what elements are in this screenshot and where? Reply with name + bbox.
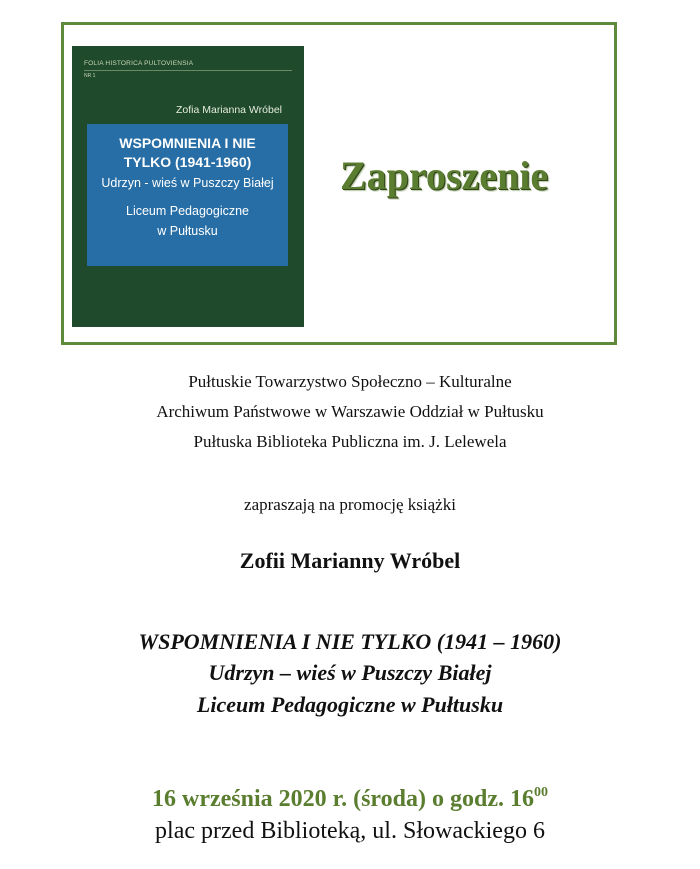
book-cover-image bbox=[72, 46, 304, 327]
cover-author: Zofia Marianna Wróbel bbox=[175, 104, 282, 116]
book-title-line-3: Liceum Pedagogiczne w Pułtusku bbox=[196, 692, 504, 717]
event-date-text: 16 września 2020 r. (środa) o godz. 16 bbox=[152, 786, 534, 812]
event-place: plac przed Biblioteką, ul. Słowackiego 6 bbox=[155, 818, 545, 844]
cover-title-line-1: WSPOMNIENIA I NIE bbox=[119, 135, 256, 151]
event-time-superscript: 00 bbox=[533, 785, 548, 800]
cover-title-line-2: TYLKO (1941-1960) bbox=[123, 154, 252, 170]
organizer-line-2: Archiwum Państwowe w Warszawie Oddział w Pułtusku bbox=[156, 402, 544, 421]
cover-title-box bbox=[87, 124, 288, 266]
cover-subtitle-3: w Pułtusku bbox=[157, 224, 218, 238]
cover-subtitle-1: Udrzyn - wieś w Puszczy Białej bbox=[101, 176, 274, 190]
cover-subtitle-2: Liceum Pedagogiczne bbox=[126, 204, 249, 218]
cover-series-label: FOLIA HISTORICA PULTOVIENSIA bbox=[84, 60, 194, 67]
book-title-line-1: WSPOMNIENIA I NIE TYLKO (1941 – 1960) bbox=[138, 629, 562, 654]
cover-series-number: NR 1 bbox=[84, 73, 96, 79]
invite-text: zapraszają na promocję książki bbox=[244, 495, 456, 514]
organizer-line-1: Pułtuskie Towarzystwo Społeczno – Kulturalne bbox=[188, 372, 512, 391]
invitation-heading: Zaproszenie bbox=[340, 153, 549, 198]
organizer-line-3: Pułtuska Biblioteka Publiczna im. J. Lelewela bbox=[193, 432, 507, 451]
author-name: Zofii Marianny Wróbel bbox=[239, 548, 461, 573]
event-date bbox=[0, 785, 700, 813]
cover-series-rule bbox=[84, 70, 292, 71]
book-title-line-2: Udrzyn – wieś w Puszczy Białej bbox=[208, 660, 492, 685]
